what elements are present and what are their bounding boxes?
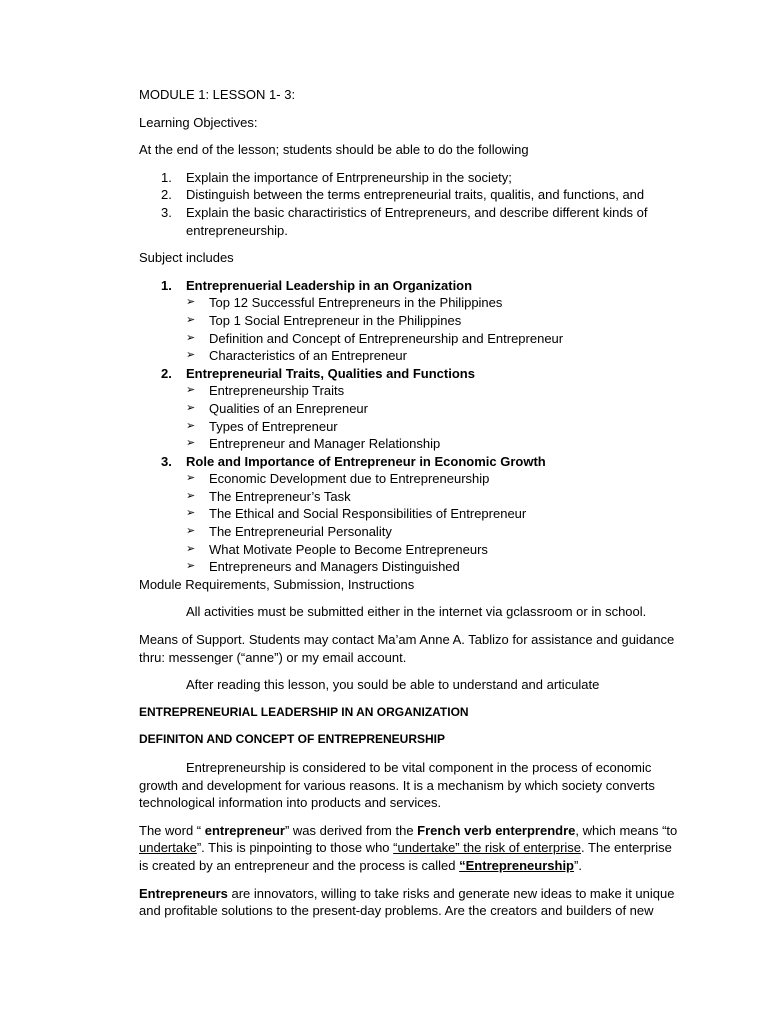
list-item: ➢ Entrepreneur and Manager Relationship xyxy=(186,436,441,452)
arrow-bullet-icon: ➢ xyxy=(186,296,196,309)
list-item: ➢ Types of Entrepreneur xyxy=(186,418,338,434)
arrow-bullet-icon: ➢ xyxy=(186,437,196,450)
document-body xyxy=(139,86,684,920)
arrow-bullet-icon: ➢ xyxy=(186,331,196,344)
objectives-label: Learning Objectives: xyxy=(139,114,258,130)
arrow-bullet-icon: ➢ xyxy=(186,489,196,502)
list-item-text: Explain the importance of Entrpreneurship in the society; xyxy=(186,169,512,185)
list-item: ➢ The Entrepreneur’s Task xyxy=(186,488,351,504)
section-number: 2. xyxy=(161,365,172,381)
list-item: ➢ Economic Development due to Entrepreneurship xyxy=(186,471,490,487)
arrow-bullet-icon: ➢ xyxy=(186,560,196,573)
paragraph-entrepreneurship: Entrepreneurship is considered to be vital component in the process of economic growth and development for various reasons. It is a mechanism by which society converts technological information into products and services. xyxy=(139,760,655,811)
module-title: MODULE 1: LESSON 1- 3: xyxy=(139,87,296,102)
list-item: ➢ Characteristics of an Entrepreneur xyxy=(186,348,407,364)
objectives-list xyxy=(139,169,684,239)
list-item: ➢ What Motivate People to Become Entrepreneurs xyxy=(186,541,488,557)
arrow-bullet-icon: ➢ xyxy=(186,313,196,326)
list-item: ➢ Entrepreneurship Traits xyxy=(186,383,345,399)
section-title: Entrepreneurial Traits, Qualities and Functions xyxy=(186,365,475,381)
arrow-bullet-icon: ➢ xyxy=(186,525,196,538)
list-number: 1. xyxy=(161,169,172,185)
section-items xyxy=(139,470,684,576)
list-item: ➢ Top 1 Social Entrepreneur in the Philippines xyxy=(186,312,462,328)
arrow-bullet-icon: ➢ xyxy=(186,507,196,520)
section-number: 1. xyxy=(161,277,172,293)
list-item xyxy=(139,204,684,239)
requirements-text: All activities must be submitted either in the internet via gclassroom or in school. xyxy=(186,604,647,620)
list-item xyxy=(139,186,684,204)
list-item-text: Explain the basic charactiristics of Entrepreneurs, and describe different kinds of entrepreneurship. xyxy=(186,204,648,238)
subject-outline xyxy=(139,277,684,576)
arrow-bullet-icon: ➢ xyxy=(186,384,196,397)
arrow-bullet-icon: ➢ xyxy=(186,419,196,432)
heading-definition: DEFINITON AND CONCEPT OF ENTREPRENEURSHIP xyxy=(139,732,446,747)
subject-label: Subject includes xyxy=(139,250,234,266)
section-heading xyxy=(139,365,684,383)
list-item: ➢ Qualities of an Enrepreneur xyxy=(186,400,368,416)
section-number: 3. xyxy=(161,453,172,469)
section-items xyxy=(139,382,684,452)
objectives-intro: At the end of the lesson; students should be able to do the following xyxy=(139,142,529,158)
section-title: Entreprenuerial Leadership in an Organization xyxy=(186,277,473,293)
arrow-bullet-icon: ➢ xyxy=(186,401,196,414)
list-item: ➢ Entrepreneurs and Managers Distinguished xyxy=(186,559,460,575)
support-text: Means of Support. Students may contact Ma’am Anne A. Tablizo for assistance and guidance thru: messenger (“anne”) or my email account. xyxy=(139,632,675,665)
list-number: 3. xyxy=(161,204,172,220)
arrow-bullet-icon: ➢ xyxy=(186,472,196,485)
list-number: 2. xyxy=(161,187,172,203)
paragraph-word-origin: The word “ entrepreneur” was derived from the French verb enterprendre, which means “to undertake”. This is pinpointing to those who “undertake” the risk of enterprise. The enterprise is created by an entrepreneur and the process is called “Entrepreneurship”. xyxy=(139,822,678,873)
list-item xyxy=(139,169,684,187)
arrow-bullet-icon: ➢ xyxy=(186,349,196,362)
after-reading-text: After reading this lesson, you sould be able to understand and articulate xyxy=(186,677,600,693)
section-items xyxy=(139,294,684,364)
list-item: ➢ The Ethical and Social Responsibilities of Entrepreneur xyxy=(186,506,527,522)
list-item-text: Distinguish between the terms entrepreneurial traits, qualitis, and functions, and xyxy=(186,187,645,203)
list-item: ➢ Top 12 Successful Entrepreneurs in the Philippines xyxy=(186,295,503,311)
list-item: ➢ Definition and Concept of Entrepreneurship and Entrepreneur xyxy=(186,330,564,346)
list-item: ➢ The Entrepreneurial Personality xyxy=(186,524,392,540)
arrow-bullet-icon: ➢ xyxy=(186,542,196,555)
section-title: Role and Importance of Entrepreneur in Economic Growth xyxy=(186,453,546,469)
heading-leadership: ENTREPRENEURIAL LEADERSHIP IN AN ORGANIZATION xyxy=(139,704,469,719)
section-heading xyxy=(139,277,684,295)
paragraph-entrepreneurs: Entrepreneurs are innovators, willing to take risks and generate new ideas to make it unique and profitable solutions to the present-day problems. Are the creators and builders of new xyxy=(139,885,675,919)
section-heading xyxy=(139,453,684,471)
requirements-label: Module Requirements, Submission, Instructions xyxy=(139,576,415,592)
